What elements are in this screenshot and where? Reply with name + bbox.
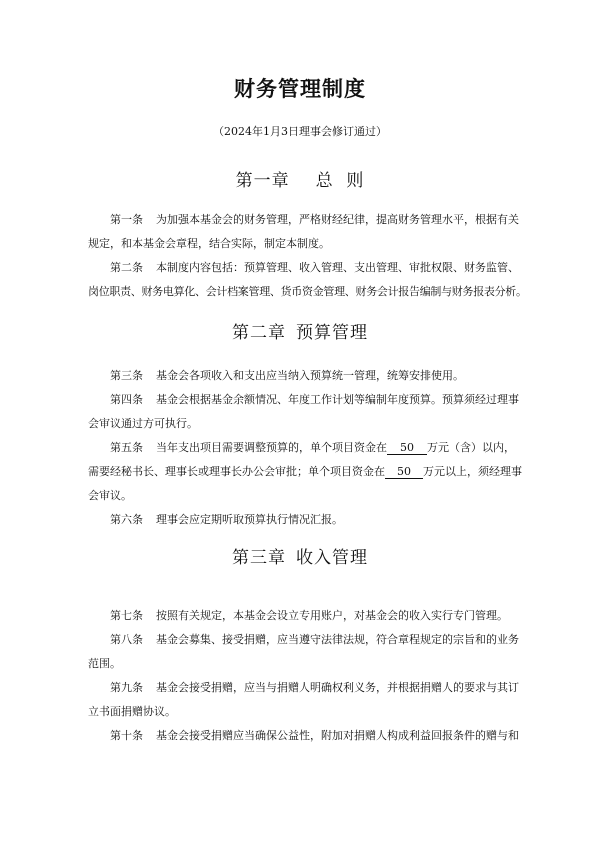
article-text: 万元（含）以内， xyxy=(427,441,515,454)
article-text: 范围。 xyxy=(88,657,121,670)
article-2 xyxy=(88,256,527,304)
article-text: 基金会募集、接受捐赠，应当遵守法律法规，符合章程规定的宗旨和的业务 xyxy=(156,633,519,646)
article-text: 按照有关规定，本基金会设立专用账户，对基金会的收入实行专门管理。 xyxy=(156,609,508,622)
document-title: 财务管理制度 xyxy=(234,76,366,101)
chapter-heading-1 xyxy=(0,169,600,193)
article-5 xyxy=(88,436,522,508)
chapter-label: 第二章 xyxy=(232,323,286,343)
article-number: 第七条 xyxy=(110,609,143,622)
article-7 xyxy=(88,604,512,628)
article-text: 基金会各项收入和支出应当纳入预算统一管理，统筹安排使用。 xyxy=(156,369,464,382)
article-1 xyxy=(88,208,519,256)
article-text: 规定，和本基金会章程，结合实际，制定本制度。 xyxy=(88,237,330,250)
article-number: 第一条 xyxy=(110,213,143,226)
article-number: 第六条 xyxy=(110,513,143,526)
article-number: 第四条 xyxy=(110,393,143,406)
article-text: 当年支出项目需要调整预算的，单个项目资金在 xyxy=(156,441,387,454)
article-number: 第二条 xyxy=(110,261,143,274)
article-text: 立书面捐赠协议。 xyxy=(88,705,176,718)
chapter-heading-2 xyxy=(0,321,600,345)
article-8 xyxy=(88,628,519,676)
chapter-name: 预算管理 xyxy=(296,323,368,343)
article-3 xyxy=(88,364,512,388)
article-number: 第五条 xyxy=(110,441,143,454)
article-text: 理事会应定期听取预算执行情况汇报。 xyxy=(156,513,343,526)
article-text: 为加强本基金会的财务管理，严格财经纪律，提高财务管理水平，根据有关 xyxy=(156,213,519,226)
amount-blank: 50 xyxy=(387,441,427,455)
article-number: 第十条 xyxy=(110,729,143,742)
chapter-heading-3 xyxy=(0,546,600,570)
article-number: 第九条 xyxy=(110,681,143,694)
article-9 xyxy=(88,676,519,724)
article-text: 会审议通过方可执行。 xyxy=(88,417,198,430)
amount-blank: 50 xyxy=(385,465,423,479)
article-6 xyxy=(88,508,512,532)
chapter-name: 总 则 xyxy=(315,171,365,191)
article-number: 第三条 xyxy=(110,369,143,382)
article-text: 本制度内容包括：预算管理、收入管理、支出管理、审批权限、财务监管、 xyxy=(156,261,519,274)
article-text: 会审议。 xyxy=(88,489,132,502)
chapter-name: 收入管理 xyxy=(296,548,368,568)
article-4 xyxy=(88,388,519,436)
article-10 xyxy=(88,724,519,748)
chapter-label: 第三章 xyxy=(232,548,286,568)
chapter-label: 第一章 xyxy=(235,171,290,191)
article-number: 第八条 xyxy=(110,633,143,646)
article-text: 岗位职责、财务电算化、会计档案管理、货币资金管理、财务会计报告编制与财务报表分析。 xyxy=(88,285,527,298)
article-text: 万元以上，须经理事 xyxy=(423,465,522,478)
article-text: 基金会根据基金余额情况、年度工作计划等编制年度预算。预算须经过理事 xyxy=(156,393,519,406)
article-text: 基金会接受捐赠，应当与捐赠人明确权利义务，并根据捐赠人的要求与其订 xyxy=(156,681,519,694)
document-subtitle: （2024年1月3日理事会修订通过） xyxy=(213,125,387,138)
article-text: 需要经秘书长、理事长或理事长办公会审批；单个项目资金在 xyxy=(88,465,385,478)
article-text: 基金会接受捐赠应当确保公益性，附加对捐赠人构成利益回报条件的赠与和 xyxy=(156,729,519,742)
